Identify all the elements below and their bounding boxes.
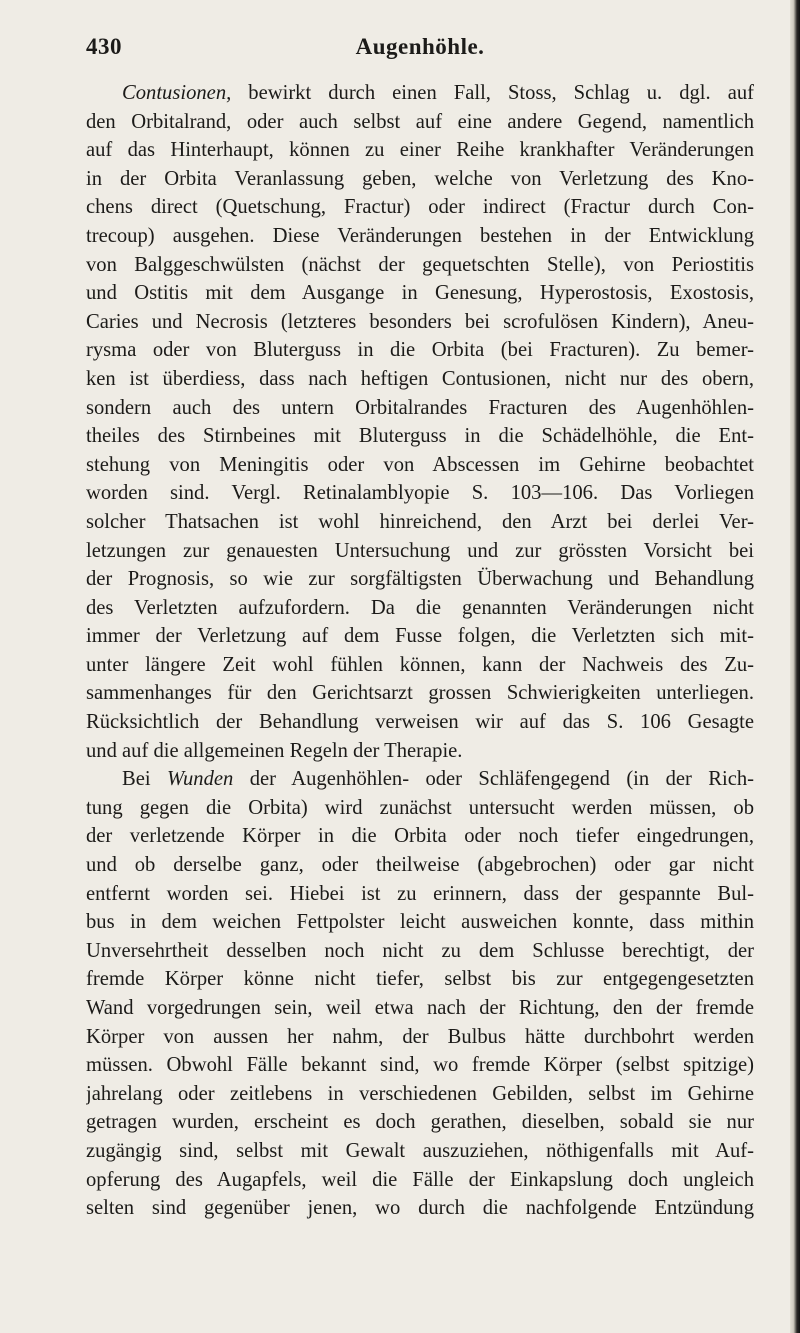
text-line: immer der Verletzung auf dem Fusse folgen, die Verletzten sich mit- [86,625,754,648]
text-line: von Balggeschwülsten (nächst der gequetschten Stelle), von Periostitis [86,253,754,276]
text-line: sondern auch des untern Orbitalrandes Fracturen des Augenhöhlen- [86,396,754,419]
text-line: bus in dem weichen Fettpolster leicht ausweichen konnte, dass mithin [86,911,754,934]
text-line: Caries und Necrosis (letzteres besonders bei scrofulösen Kindern), Aneu- [86,310,754,333]
text-line: und Ostitis mit dem Ausgange in Genesung, Hyperostosis, Exostosis, [86,282,754,305]
text-line: letzungen zur genauesten Untersuchung und zur grössten Vorsicht bei [86,539,754,562]
text-line: theiles des Stirnbeines mit Bluterguss in die Schädelhöhle, die Ent- [86,425,754,448]
text-line: auf das Hinterhaupt, können zu einer Reihe krankhafter Veränderungen [86,139,754,162]
text-line: Körper von aussen her nahm, der Bulbus hätte durchbohrt werden [86,1025,754,1048]
page-edge-shadow [790,0,800,1333]
line-rest: der Augenhöhlen- oder Schläfengegend (in der Rich- [233,768,754,791]
text-line: tung gegen die Orbita) wird zunächst untersucht werden müssen, ob [86,796,754,819]
text-line: sammenhanges für den Gerichtsarzt grossen Schwierigkeiten unterliegen. [86,682,754,705]
text-line: und ob derselbe ganz, oder theilweise (abgebrochen) oder gar nicht [86,854,754,877]
text-line: getragen wurden, erscheint es doch gerathen, dieselben, sobald sie nur [86,1111,754,1134]
text-line: müssen. Obwohl Fälle bekannt sind, wo fremde Körper (selbst spitzige) [86,1054,754,1077]
page-header [86,34,754,64]
text-line: Rücksichtlich der Behandlung verweisen wir auf das S. 106 Gesagte [86,711,754,734]
text-line [86,79,754,108]
text-line: chens direct (Quetschung, Fractur) oder indirect (Fractur durch Con- [86,196,754,219]
text-line: ken ist überdiess, dass nach heftigen Contusionen, nicht nur des obern, [86,367,754,390]
running-head: Augenhöhle. [355,34,485,59]
text-line: trecoup) ausgehen. Diese Veränderungen bestehen in der Entwicklung [86,224,754,247]
text-line: stehung von Meningitis oder von Abscessen im Gehirne beobachtet [86,453,754,476]
text-line: den Orbitalrand, oder auch selbst auf eine andere Gegend, namentlich [86,110,754,133]
text-line: Unversehrtheit desselben noch nicht zu dem Schlusse berechtigt, der [86,939,754,962]
line-rest: bewirkt durch einen Fall, Stoss, Schlag u. dgl. auf [231,82,754,104]
emphasized-term: Wunden [166,768,234,791]
text-line: worden sind. Vergl. Retinalamblyopie S. 103—106. Das Vorliegen [86,482,754,505]
line-prefix: Bei [122,768,167,791]
text-line: zugängig sind, selbst mit Gewalt auszuziehen, nöthigenfalls mit Auf- [86,1139,754,1162]
text-line: jahrelang oder zeitlebens in verschiedenen Gebilden, selbst im Gehirne [86,1082,754,1105]
text-line: rysma oder von Bluterguss in die Orbita (bei Fracturen). Zu bemer- [86,339,754,362]
text-line: entfernt worden sei. Hiebei ist zu erinnern, dass der gespannte Bul- [86,882,754,905]
text-line: selten sind gegenüber jenen, wo durch die nachfolgende Entzündung [86,1197,754,1220]
text-line [86,765,754,794]
text-line: und auf die allgemeinen Regeln der Therapie. [86,739,463,762]
text-line: des Verletzten aufzufordern. Da die genannten Veränderungen nicht [86,596,754,619]
text-line: opferung des Augapfels, weil die Fälle der Einkapslung doch ungleich [86,1168,754,1191]
text-line: fremde Körper könne nicht tiefer, selbst bis zur entgegengesetzten [86,968,754,991]
text-line: Wand vorgedrungen sein, weil etwa nach der Richtung, den der fremde [86,997,754,1019]
text-line: in der Orbita Veranlassung geben, welche von Verletzung des Kno- [86,167,754,190]
body-text [86,79,754,1223]
text-line: der Prognosis, so wie zur sorgfältigsten Überwachung und Behandlung [86,568,754,591]
text-line: solcher Thatsachen ist wohl hinreichend, den Arzt bei derlei Ver- [86,510,754,533]
page-number: 430 [86,34,122,59]
text-line: unter längere Zeit wohl fühlen können, kann der Nachweis des Zu- [86,653,754,676]
emphasized-term: Contusionen, [122,82,232,104]
text-line: der verletzende Körper in die Orbita oder noch tiefer eingedrungen, [86,825,754,848]
